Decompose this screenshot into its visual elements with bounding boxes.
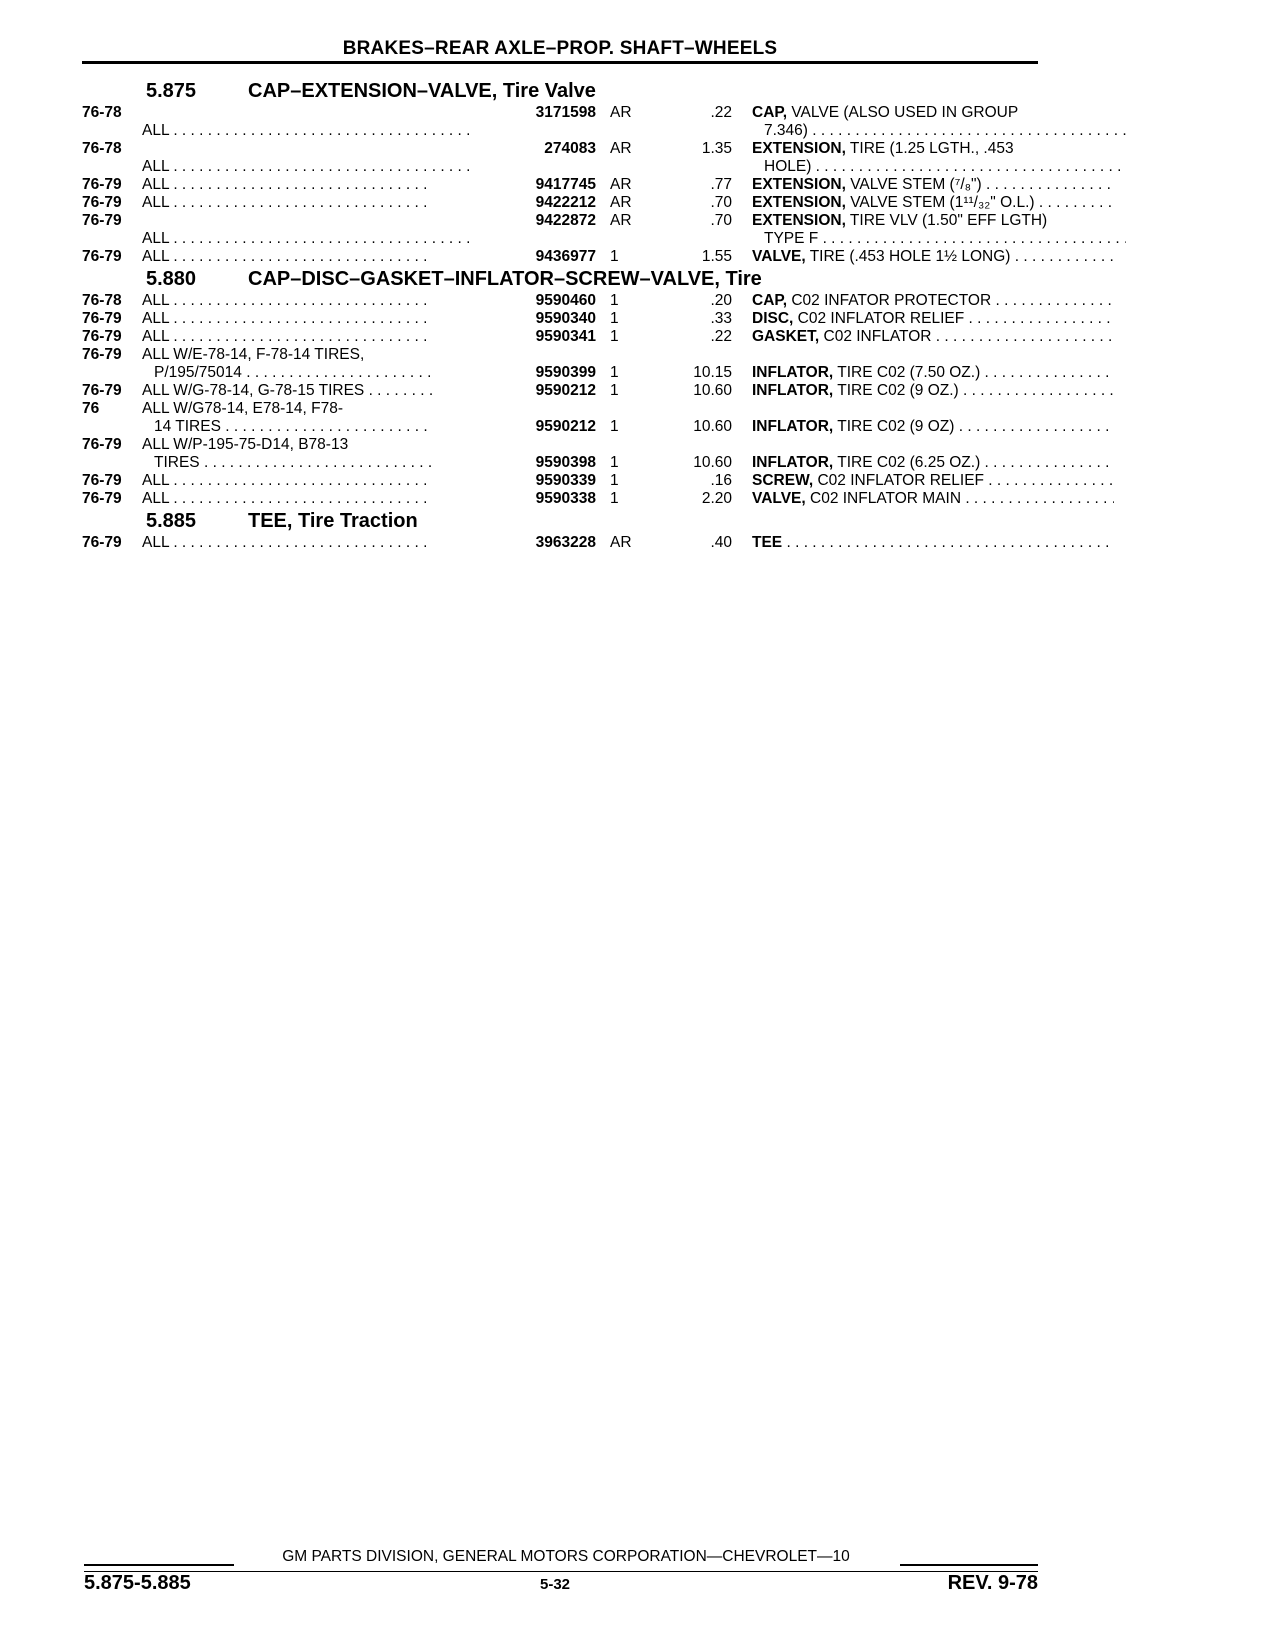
- description-text: TIRE VLV (1.50" EFF LGTH): [849, 212, 1048, 229]
- description-text: C02 INFATOR PROTECTOR: [791, 292, 992, 309]
- application: ALL W/G-78-14, G-78-15 TIRES . . .: [142, 382, 476, 400]
- part-row: [82, 328, 1038, 346]
- description-keyword: VALVE,: [752, 248, 806, 265]
- model-years: 76-79: [82, 346, 122, 363]
- price: .16: [710, 472, 732, 489]
- section-title: CAP–DISC–GASKET–INFLATOR–SCREW–VALVE, Tire: [248, 268, 762, 290]
- application: ALL . . .: [142, 328, 476, 346]
- part-number: 9417745: [432, 176, 596, 194]
- application: ALL . . .: [142, 292, 476, 310]
- section-heading: [82, 508, 1038, 534]
- model-years: 76-79: [82, 212, 122, 229]
- application: P/195/75014 . . .: [142, 364, 488, 382]
- application: ALL . . .: [142, 472, 476, 490]
- part-row: [82, 436, 1038, 472]
- application: ALL . . .: [142, 176, 476, 194]
- description-keyword: GASKET,: [752, 328, 820, 345]
- page-header-title: BRAKES–REAR AXLE–PROP. SHAFT–WHEELS: [342, 38, 778, 59]
- model-years: 76-78: [82, 104, 122, 121]
- model-years: 76-79: [82, 534, 122, 551]
- application: TIRES . . .: [142, 454, 488, 472]
- description-text: C02 INFLATOR RELIEF: [797, 310, 965, 327]
- quantity: 1: [610, 248, 619, 265]
- description-text: C02 INFLATOR MAIN: [810, 490, 962, 507]
- application: ALL . . .: [142, 534, 476, 552]
- model-years: 76-79: [82, 194, 122, 211]
- part-number: 9422212: [432, 194, 596, 212]
- part-number: 9590212: [432, 418, 596, 436]
- model-years: 76-79: [82, 176, 122, 193]
- description: [752, 418, 1114, 436]
- part-number: 274083: [432, 140, 596, 158]
- part-row: [82, 400, 1038, 436]
- description: [752, 176, 1114, 194]
- description-text: TIRE (1.25 LGTH., .453: [849, 140, 1014, 157]
- description-keyword: INFLATOR,: [752, 454, 834, 471]
- part-number: 9590460: [432, 292, 596, 310]
- application: ALL . . .: [142, 490, 476, 508]
- quantity: 1: [610, 310, 619, 327]
- application: ALL W/G78-14, E78-14, F78-: [142, 400, 344, 417]
- part-number: 9590339: [432, 472, 596, 490]
- description-text: VALVE STEM (1¹¹/₃₂" O.L.): [850, 194, 1035, 211]
- description-keyword: DISC,: [752, 310, 794, 327]
- part-number: 9590399: [432, 364, 596, 382]
- quantity: AR: [610, 176, 632, 193]
- description-keyword: INFLATOR,: [752, 418, 834, 435]
- application: ALL . . .: [142, 310, 476, 328]
- price: .77: [710, 176, 732, 193]
- description: [752, 104, 1114, 122]
- price: .40: [710, 534, 732, 551]
- part-row: [82, 140, 1038, 176]
- part-row: [82, 292, 1038, 310]
- price: 10.60: [693, 454, 732, 471]
- part-number: 9590398: [432, 454, 596, 472]
- quantity: 1: [610, 418, 619, 435]
- part-number: 3963228: [432, 534, 596, 552]
- section-title: CAP–EXTENSION–VALVE, Tire Valve: [248, 80, 596, 102]
- description: [752, 194, 1114, 212]
- section-number: 5.875: [146, 80, 197, 102]
- part-number: 9590340: [432, 310, 596, 328]
- footer-rule-right: [900, 1564, 1038, 1566]
- quantity: 1: [610, 292, 619, 309]
- footer-page-number: 5-32: [539, 1576, 571, 1593]
- model-years: 76-78: [82, 292, 122, 309]
- description-text: HOLE): [764, 158, 812, 175]
- description-text: TIRE C02 (7.50 OZ.): [837, 364, 981, 381]
- part-row: [82, 310, 1038, 328]
- model-years: 76-79: [82, 490, 122, 507]
- description-text: TYPE F: [764, 230, 819, 247]
- quantity: 1: [610, 490, 619, 507]
- part-row: [82, 346, 1038, 382]
- price: 1.35: [701, 140, 732, 157]
- description-keyword: TEE: [752, 534, 783, 551]
- part-row: [82, 382, 1038, 400]
- description-text: VALVE (ALSO USED IN GROUP: [791, 104, 1019, 121]
- description-text: VALVE STEM (⁷/₈"): [850, 176, 982, 193]
- part-row: [82, 472, 1038, 490]
- price: 10.60: [693, 382, 732, 399]
- quantity: AR: [610, 534, 632, 551]
- model-years: 76: [82, 400, 100, 417]
- price: .70: [710, 194, 732, 211]
- description-text: C02 INFLATOR: [823, 328, 932, 345]
- section-title: TEE, Tire Traction: [248, 510, 418, 532]
- model-years: 76-78: [82, 140, 122, 157]
- description-keyword: EXTENSION,: [752, 140, 846, 157]
- description-keyword: INFLATOR,: [752, 364, 834, 381]
- footer-revision: REV. 9-78: [947, 1572, 1038, 1594]
- model-years: 76-79: [82, 328, 122, 345]
- description: [752, 158, 1126, 176]
- description-text: TIRE C02 (9 OZ.): [837, 382, 959, 399]
- part-number: 9422872: [432, 212, 596, 230]
- footer-section-range: 5.875-5.885: [84, 1572, 191, 1594]
- quantity: 1: [610, 382, 619, 399]
- application: ALL W/E-78-14, F-78-14 TIRES,: [142, 346, 365, 363]
- description-keyword: EXTENSION,: [752, 212, 846, 229]
- price: 10.60: [693, 418, 732, 435]
- price: .33: [710, 310, 732, 327]
- quantity: 1: [610, 454, 619, 471]
- part-number: 9436977: [432, 248, 596, 266]
- model-years: 76-79: [82, 248, 122, 265]
- model-years: 76-79: [82, 472, 122, 489]
- description-keyword: EXTENSION,: [752, 176, 846, 193]
- description: [752, 454, 1114, 472]
- description: [752, 230, 1126, 248]
- application: 14 TIRES . . .: [142, 418, 488, 436]
- model-years: 76-79: [82, 382, 122, 399]
- price: .22: [710, 104, 732, 121]
- part-number: 3171598: [432, 104, 596, 122]
- description: [752, 382, 1114, 400]
- description: [752, 122, 1126, 140]
- price: 10.15: [693, 364, 732, 381]
- price: 2.20: [701, 490, 732, 507]
- quantity: AR: [610, 194, 632, 211]
- description-text: 7.346): [764, 122, 808, 139]
- description: [752, 248, 1114, 266]
- quantity: 1: [610, 364, 619, 381]
- part-number: 9590212: [432, 382, 596, 400]
- quantity: AR: [610, 104, 632, 121]
- section-number: 5.880: [146, 268, 197, 290]
- application: ALL . . .: [142, 230, 476, 248]
- description-keyword: INFLATOR,: [752, 382, 834, 399]
- section-heading: [82, 266, 1038, 292]
- description-keyword: CAP,: [752, 292, 788, 309]
- section-heading: [82, 78, 1038, 104]
- part-row: [82, 490, 1038, 508]
- price: .20: [710, 292, 732, 309]
- description: [752, 310, 1114, 328]
- description-keyword: SCREW,: [752, 472, 814, 489]
- description: [752, 534, 1114, 552]
- description: [752, 292, 1114, 310]
- footer-rule-bottom: [84, 1571, 1038, 1572]
- application: ALL . . .: [142, 122, 476, 140]
- section-number: 5.885: [146, 510, 197, 532]
- footer-publisher: GM PARTS DIVISION, GENERAL MOTORS CORPORATION—CHEVROLET—10: [282, 1548, 850, 1565]
- quantity: AR: [610, 212, 632, 229]
- part-number: 9590338: [432, 490, 596, 508]
- description-keyword: VALVE,: [752, 490, 806, 507]
- model-years: 76-79: [82, 436, 122, 453]
- description: [752, 212, 1114, 230]
- description: [752, 364, 1114, 382]
- part-row: [82, 248, 1038, 266]
- description-text: TIRE C02 (6.25 OZ.): [837, 454, 981, 471]
- application: ALL . . .: [142, 158, 476, 176]
- description: [752, 490, 1114, 508]
- part-row: [82, 176, 1038, 194]
- part-number: 9590341: [432, 328, 596, 346]
- price: .70: [710, 212, 732, 229]
- description-text: C02 INFLATOR RELIEF: [817, 472, 984, 489]
- price: .22: [710, 328, 732, 345]
- part-row: [82, 212, 1048, 248]
- model-years: 76-79: [82, 310, 122, 327]
- quantity: 1: [610, 472, 619, 489]
- description-text: TIRE (.453 HOLE 1½ LONG): [809, 248, 1011, 265]
- part-row: [82, 194, 1038, 212]
- description: [752, 472, 1114, 490]
- application: ALL . . .: [142, 194, 476, 212]
- part-row: [82, 104, 1038, 140]
- description: [752, 328, 1114, 346]
- quantity: AR: [610, 140, 632, 157]
- description-keyword: EXTENSION,: [752, 194, 846, 211]
- part-row: [82, 534, 1038, 552]
- description-keyword: CAP,: [752, 104, 788, 121]
- price: 1.55: [701, 248, 732, 265]
- quantity: 1: [610, 328, 619, 345]
- header-rule: [82, 61, 1038, 64]
- parts-list: [82, 78, 1048, 552]
- description-text: TIRE C02 (9 OZ): [837, 418, 955, 435]
- application: ALL . . .: [142, 248, 476, 266]
- footer-rule-left: [84, 1564, 234, 1566]
- application: ALL W/P-195-75-D14, B78-13: [142, 436, 349, 453]
- description: [752, 140, 1114, 158]
